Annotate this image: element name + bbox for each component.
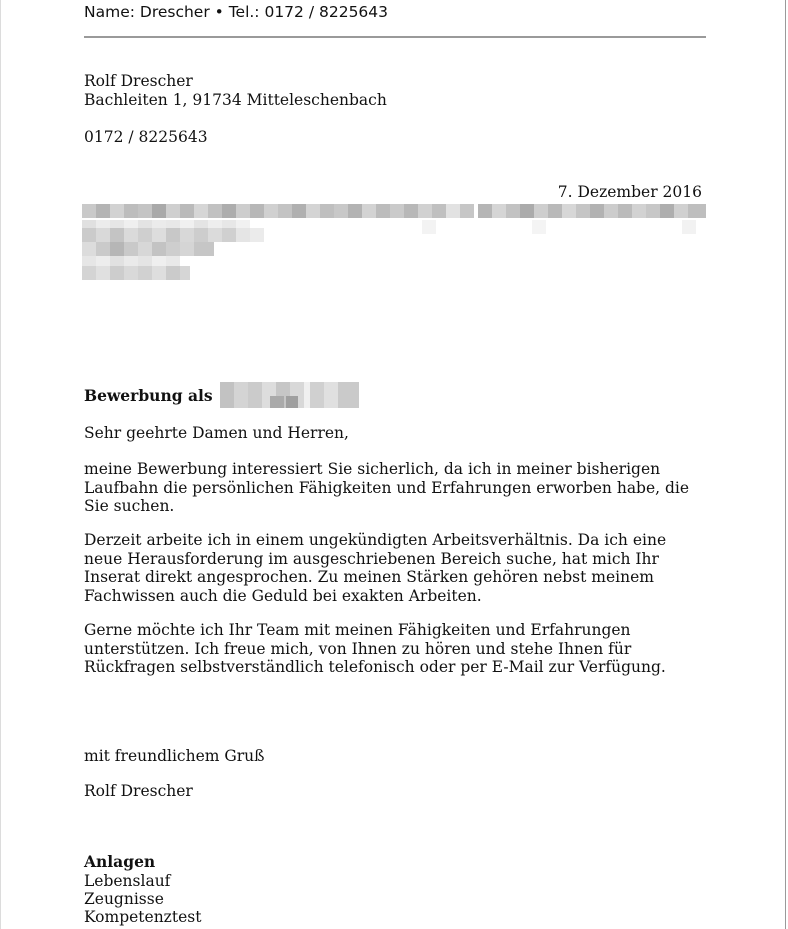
recipient-address-redacted <box>82 204 706 278</box>
subject-position-redacted <box>220 382 359 408</box>
header-divider <box>84 36 706 38</box>
closing: mit freundlichem Gruß <box>84 747 265 765</box>
attachment-item: Kompetenztest <box>84 908 202 926</box>
letter-date: 7. Dezember 2016 <box>557 183 702 201</box>
body-paragraph-1: meine Bewerbung interessiert Sie sicherlich, da ich in meiner bisherigen Laufbahn die persönlichen Fähigkeiten und Erfahrungen erworben habe, die Sie suchen. <box>84 460 690 516</box>
body-paragraph-3: Gerne möchte ich Ihr Team mit meinen Fähigkeiten und Erfahrungen unterstützen. Ich freue mich, von Ihnen zu hören und stehe Ihnen für Rückfragen selbstverständlich telefonisch oder per E-Mail zur Verfügung. <box>84 621 666 677</box>
salutation: Sehr geehrte Damen und Herren, <box>84 424 349 442</box>
sender-phone: 0172 / 8225643 <box>84 128 208 146</box>
body-paragraph-2: Derzeit arbeite ich in einem ungekündigten Arbeitsverhältnis. Da ich eine neue Herausforderung im ausgeschriebenen Bereich suche, hat mich Ihr Inserat direkt angesprochen. Zu meinen Stärken gehören nebst meinem Fachwissen auch die Geduld bei exakten Arbeiten. <box>84 531 667 605</box>
attachments-heading: Anlagen <box>84 852 156 871</box>
sender-name: Rolf Drescher <box>84 72 193 90</box>
attachment-item: Zeugnisse <box>84 890 164 908</box>
attachment-item: Lebenslauf <box>84 872 171 890</box>
sender-address: Bachleiten 1, 91734 Mitteleschenbach <box>84 91 387 109</box>
signature-name: Rolf Drescher <box>84 782 193 800</box>
subject-line: Bewerbung als <box>84 386 213 405</box>
header-contact-line: Name: Drescher • Tel.: 0172 / 8225643 <box>84 3 389 21</box>
